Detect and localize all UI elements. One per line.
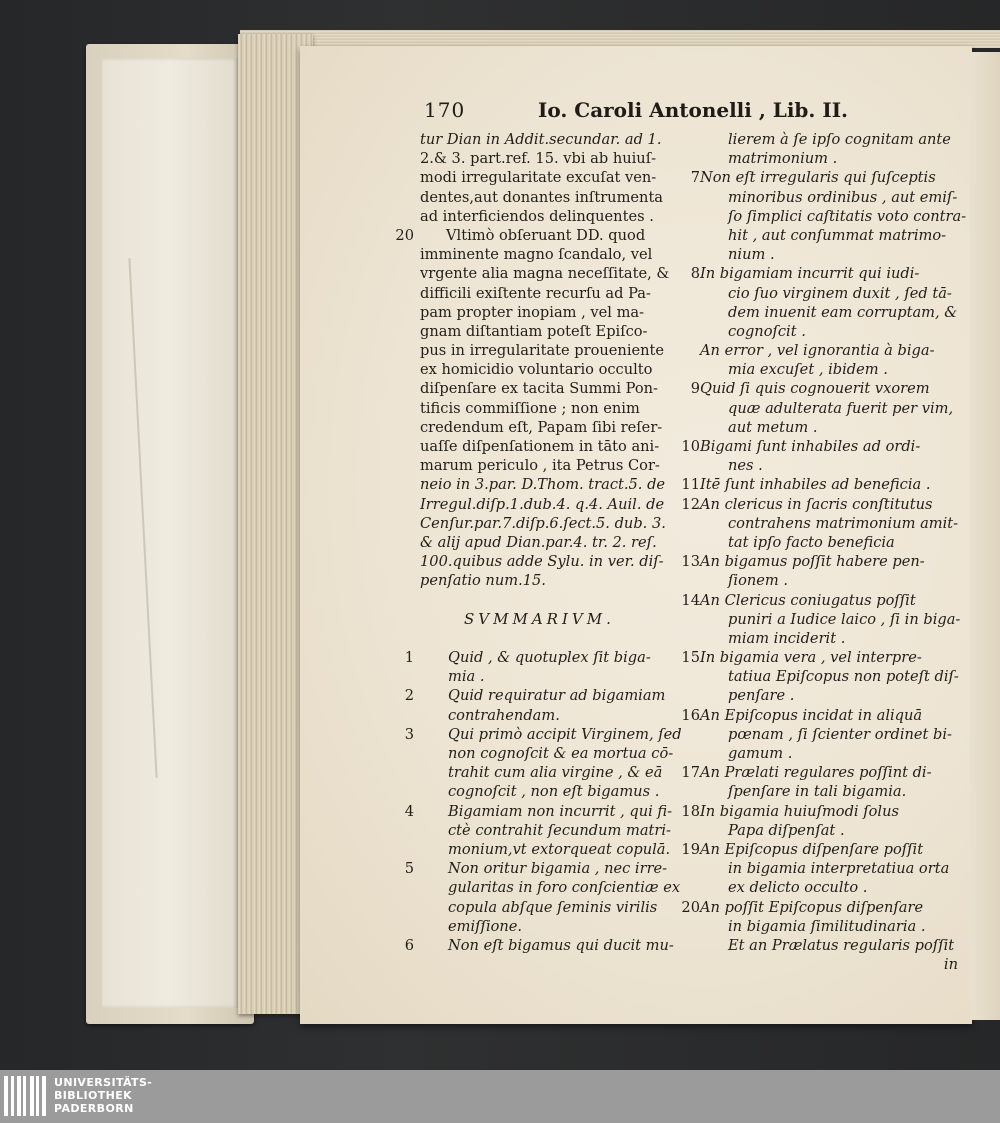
line-text: Itē ſunt inhabiles ad beneficia .: [700, 476, 931, 494]
line-gap: [420, 629, 682, 648]
text-line: [420, 168, 682, 187]
text-line: [420, 418, 682, 437]
logo-bar: [36, 1076, 39, 1116]
line-text: in: [943, 956, 958, 974]
text-line: [700, 226, 958, 245]
margin-number: 15: [681, 649, 700, 667]
logo-bar: [17, 1076, 21, 1116]
text-line: [420, 514, 682, 533]
text-line: [395, 226, 682, 245]
text-line: [681, 495, 958, 514]
library-banner: [0, 1070, 1000, 1123]
text-line: [700, 303, 958, 322]
text-line: [700, 514, 958, 533]
line-text: ad interficiendos delinquentes .: [420, 207, 654, 225]
blank-flyleaf: [102, 58, 238, 1008]
text-line: [681, 802, 958, 821]
line-text: tat ipſo facto beneficia: [728, 533, 895, 551]
facing-page-edge: [970, 52, 1000, 1020]
line-text: Papa diſpenſat .: [728, 821, 845, 839]
text-line: [700, 571, 958, 590]
text-line: [700, 686, 958, 705]
text-line: [404, 859, 682, 878]
line-text: Irregul.diſp.1.dub.4. q.4. Auil. de: [420, 495, 665, 513]
line-text: An Clericus coniugatus poſſit: [700, 591, 916, 609]
line-text: emiſſione.: [448, 917, 523, 935]
line-text: Vltimò obſeruant DD. quod: [446, 226, 646, 244]
text-line: [420, 898, 682, 917]
text-line: [420, 840, 682, 859]
text-line: [700, 936, 958, 955]
line-text: Quid , & quotuplex ſit biga-: [448, 649, 651, 667]
line-text: An Epiſcopus incidat in aliquā: [700, 706, 923, 724]
text-line: [700, 360, 958, 379]
text-line: [700, 667, 958, 686]
line-text: imminente magno ſcandalo, vel: [420, 246, 653, 264]
line-text: in bigamia ſimilitudinaria .: [728, 917, 926, 935]
library-name: [54, 1076, 152, 1115]
line-text: Bigami ſunt inhabiles ad ordi-: [700, 438, 921, 455]
text-line: [404, 648, 682, 667]
margin-number: 3: [404, 725, 414, 743]
line-text: diſpenſare ex tacita Summi Pon-: [420, 380, 658, 398]
text-line: [690, 264, 958, 283]
line-text: contrahendam.: [448, 706, 560, 724]
page-header: [424, 98, 884, 130]
line-text: In bigamia huiuſmodi ſolus: [700, 802, 899, 820]
margin-number: 18: [681, 802, 700, 820]
margin-number: 2: [404, 687, 414, 705]
line-text: aut metum .: [728, 418, 818, 436]
text-line: [681, 591, 958, 610]
line-text: Non oritur bigamia , nec irre-: [448, 860, 668, 878]
text-line: [700, 456, 958, 475]
margin-number: 10: [681, 438, 700, 455]
margin-number: 6: [404, 936, 414, 954]
line-text: uaſſe diſpenſationem in tāto ani-: [420, 438, 660, 455]
line-text: vrgente alia magna neceſſitate, &: [420, 265, 670, 283]
left-text-column: [395, 130, 682, 955]
line-text: ſpenſare in tali bigamia.: [728, 783, 907, 801]
text-line: [420, 763, 682, 782]
logo-bar: [4, 1076, 8, 1116]
text-line: [420, 360, 682, 379]
line-text: gnam diſtantiam poteſt Epiſco-: [420, 322, 648, 340]
line-text: An Epiſcopus diſpenſare poſſit: [700, 840, 924, 858]
line-text: pœnam , ſi ſcienter ordinet bi-: [728, 725, 952, 743]
margin-number: 5: [404, 860, 414, 878]
text-line: [700, 207, 967, 226]
line-text: Bigamiam non incurrit , qui fi-: [448, 802, 673, 820]
text-line: [420, 706, 682, 725]
line-text: An poſſit Epiſcopus diſpenſare: [700, 898, 924, 916]
text-line: [404, 725, 682, 744]
text-line: [420, 284, 682, 303]
library-name-line-2: BIBLIOTHEK: [54, 1089, 133, 1102]
line-text: cio ſuo virginem duxit , ſed tā-: [728, 284, 952, 302]
library-logo-icon: [4, 1076, 48, 1116]
text-line: [681, 437, 958, 456]
text-line: [700, 399, 958, 418]
text-line: [420, 437, 682, 456]
margin-number: 12: [681, 495, 700, 513]
text-line: [681, 475, 958, 494]
line-text: In bigamiam incurrit qui iudi-: [700, 265, 920, 283]
line-text: penſatio num.15.: [420, 572, 546, 590]
line-text: pus in irregularitate proueniente: [420, 342, 665, 360]
margin-number: 14: [681, 591, 700, 609]
text-line: [420, 744, 682, 763]
line-text: minoribus ordinibus , aut emiſ-: [728, 188, 958, 206]
library-name-line-1: UNIVERSITÄTS-: [54, 1076, 153, 1089]
text-line: [700, 859, 958, 878]
line-text: dentes,aut donantes inſtrumenta: [420, 188, 664, 206]
text-line: [700, 782, 958, 801]
text-line: [700, 533, 958, 552]
text-line: [690, 168, 958, 187]
line-text: mia .: [448, 668, 485, 686]
line-gap: [420, 591, 682, 610]
text-line: [420, 917, 682, 936]
text-line: [420, 456, 682, 475]
text-line: [420, 379, 682, 398]
margin-number: 4: [404, 802, 414, 820]
text-line: [404, 686, 682, 705]
text-line: [420, 399, 682, 418]
line-text: Non eſt irregularis qui ſuſceptis: [700, 169, 936, 187]
logo-bar: [11, 1076, 14, 1116]
line-text: contrahens matrimonium amit-: [728, 514, 959, 532]
line-text: ſo ſimplici caſtitatis voto contra-: [728, 207, 967, 225]
text-line: [700, 188, 958, 207]
text-line: [681, 840, 958, 859]
library-name-line-3: PADERBORN: [54, 1102, 134, 1115]
line-text: modi irregularitate excuſat ven-: [420, 169, 657, 187]
line-text: neio in 3.par. D.Thom. tract.5. de: [420, 476, 666, 494]
line-text: penſare .: [728, 687, 795, 705]
line-text: cognoſcit , non eſt bigamus .: [448, 783, 660, 801]
line-text: monium,vt extorqueat copulā.: [448, 840, 671, 858]
margin-number: 7: [690, 169, 700, 187]
line-text: In bigamia vera , vel interpre-: [700, 649, 922, 667]
text-line: [700, 917, 958, 936]
margin-number: 19: [681, 840, 700, 858]
line-text: Et an Prælatus regularis poſſit: [728, 936, 955, 954]
text-line: [420, 341, 682, 360]
text-line: [420, 188, 682, 207]
line-text: non cognoſcit & ea mortua cō-: [448, 745, 674, 762]
text-line: [420, 245, 682, 264]
text-line: [700, 149, 958, 168]
line-text: trahit cum alia virgine , & eā: [448, 764, 663, 782]
line-text: An bigamus poſſit habere pen-: [700, 553, 925, 571]
text-line: [700, 955, 958, 974]
line-text: gamum .: [728, 745, 793, 762]
line-text: ſionem .: [728, 572, 789, 590]
logo-bar: [23, 1076, 26, 1116]
line-text: mia excuſet , ibidem .: [728, 361, 888, 379]
line-text: credendum eſt, Papam ſibi reſer-: [420, 418, 663, 436]
line-text: ex homicidio voluntario occulto: [420, 361, 653, 379]
line-text: cognoſcit .: [728, 322, 806, 340]
line-text: matrimonium .: [728, 150, 838, 168]
text-line: [700, 629, 958, 648]
text-line: [404, 936, 682, 955]
text-line: [700, 610, 961, 629]
running-head: Io. Caroli Antonelli , Lib. II.: [538, 98, 849, 122]
line-text: An clericus in ſacris conſtitutus: [700, 495, 933, 513]
line-text: Quid requiratur ad bigamiam: [448, 687, 666, 705]
line-text: Quid ſi quis cognouerit vxorem: [700, 380, 930, 398]
text-line: [681, 763, 958, 782]
section-heading: [420, 610, 682, 629]
line-text: quæ adulterata fuerit per vim,: [728, 399, 954, 417]
text-line: [420, 149, 682, 168]
margin-number: 11: [681, 476, 700, 494]
text-line: [420, 552, 682, 571]
right-text-column: [681, 130, 967, 974]
line-text: gularitas in foro conſcientiæ ex: [448, 879, 681, 897]
line-text: Non eſt bigamus qui ducit mu-: [448, 936, 674, 954]
line-text: 100.quibus adde Sylu. in ver. diſ-: [420, 553, 664, 571]
margin-number: 13: [681, 553, 700, 571]
line-text: 2.& 3. part.ref. 15. vbi ab huiuſ-: [420, 150, 657, 168]
text-line: [420, 878, 682, 897]
text-line: [690, 379, 958, 398]
text-line: [420, 821, 682, 840]
text-line: [681, 898, 958, 917]
text-line: [700, 341, 958, 360]
line-text: nium .: [728, 246, 775, 264]
text-line: [420, 130, 682, 149]
line-text: marum periculo , ita Petrus Cor-: [420, 457, 660, 475]
text-line: [700, 878, 958, 897]
line-text: An Prælati regulares poſſint di-: [700, 764, 932, 782]
line-text: lierem à ſe ipſo cognitam ante: [728, 131, 951, 148]
text-line: [700, 418, 958, 437]
line-text: Cenſur.par.7.diſp.6.ſect.5. dub. 3.: [420, 514, 666, 532]
line-text: miam inciderit .: [728, 629, 846, 647]
line-text: puniri a Iudice laico , ſi in biga-: [728, 610, 961, 628]
text-line: [700, 322, 958, 341]
line-text: & alij apud Dian.par.4. tr. 2. reſ.: [420, 533, 657, 551]
text-line: [420, 207, 682, 226]
line-text: ex delicto occulto .: [728, 879, 868, 897]
text-line: [420, 322, 682, 341]
margin-number: 9: [690, 380, 700, 398]
margin-number: 16: [681, 706, 700, 724]
text-line: [420, 667, 682, 686]
page-number: 170: [424, 98, 466, 122]
margin-number: 1: [404, 649, 414, 667]
text-line: [420, 533, 682, 552]
text-line: [420, 495, 682, 514]
line-text: Qui primò accipit Virginem, ſed: [448, 725, 682, 743]
text-line: [700, 284, 958, 303]
line-text: in bigamia interpretatiua orta: [728, 860, 950, 878]
margin-number: 17: [681, 764, 700, 782]
line-text: tificis commiſſione ; non enim: [420, 399, 640, 417]
text-line: [420, 475, 682, 494]
logo-bar: [42, 1076, 46, 1116]
text-line: [681, 648, 958, 667]
text-line: [700, 821, 958, 840]
line-text: dem inuenit eam corruptam, &: [728, 303, 958, 321]
text-line: [700, 725, 958, 744]
line-text: copula abſque ſeminis virilis: [448, 898, 658, 916]
line-text: An error , vel ignorantia à biga-: [700, 342, 935, 360]
text-line: [700, 245, 958, 264]
line-text: SVMMARIVM.: [464, 609, 615, 628]
text-line: [420, 782, 682, 801]
line-text: tur Dian in Addit.secundar. ad 1.: [420, 131, 662, 148]
line-text: hit , aut conſummat matrimo-: [728, 226, 947, 244]
logo-bar: [30, 1076, 34, 1116]
line-text: difficili exiſtente recurſu ad Pa-: [420, 284, 651, 302]
text-line: [404, 802, 682, 821]
text-line: [420, 303, 682, 322]
text-line: [700, 744, 958, 763]
margin-number: 20: [681, 898, 700, 916]
margin-number: 20: [395, 226, 414, 244]
text-line: [700, 130, 958, 149]
text-line: [420, 264, 682, 283]
text-line: [420, 571, 682, 590]
line-text: pam propter inopiam , vel ma-: [420, 303, 645, 321]
text-line: [681, 706, 958, 725]
line-text: nes .: [728, 457, 763, 475]
line-text: tatiua Epiſcopus non poteſt diſ-: [728, 668, 959, 686]
margin-number: 8: [690, 265, 700, 283]
line-text: ctè contrahit ſecundum matri-: [448, 821, 671, 839]
text-line: [681, 552, 958, 571]
